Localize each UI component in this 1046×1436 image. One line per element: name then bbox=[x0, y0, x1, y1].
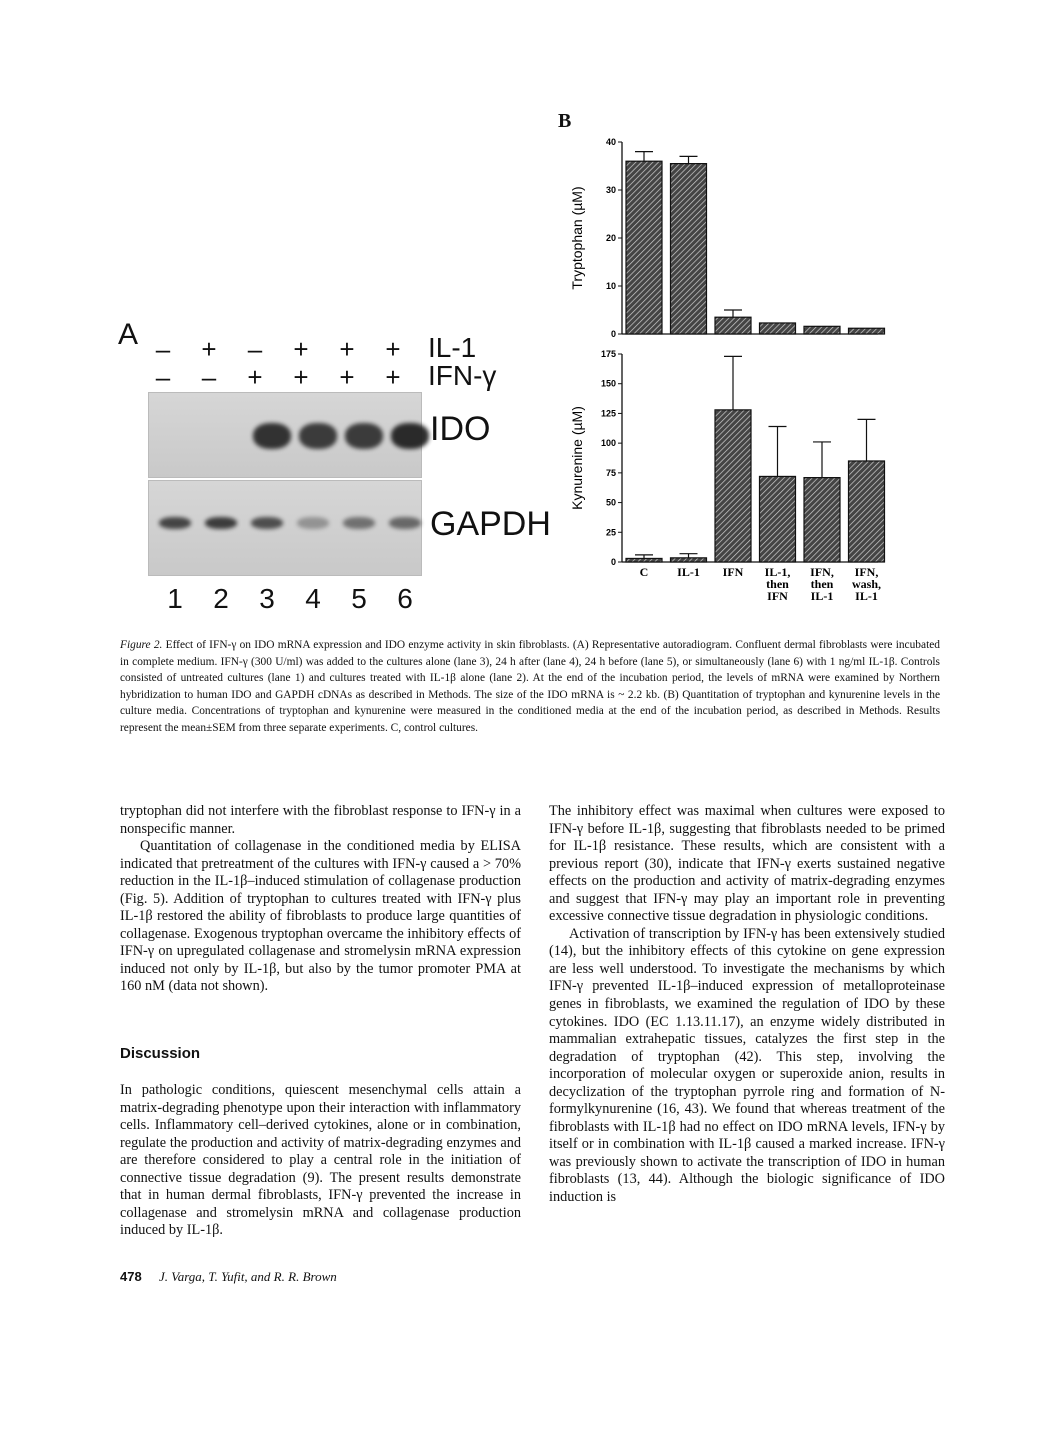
gapdh-band bbox=[343, 517, 375, 529]
left-column-discussion bbox=[120, 1082, 521, 1240]
x-category-label: IFN, bbox=[810, 565, 834, 579]
y-tick-label: 100 bbox=[600, 438, 616, 449]
bar bbox=[849, 328, 885, 334]
y-tick-label: 40 bbox=[605, 137, 616, 147]
x-category-label: IL-1 bbox=[855, 589, 878, 603]
left-column bbox=[120, 803, 521, 996]
il1-sign: + bbox=[293, 334, 309, 364]
left-paragraph-3: In pathologic conditions, quiescent mesenchymal cells attain a matrix-degrading phenotype upon their interaction with inflammatory cells. Inflammatory cell–derived cytokines, alone or in combination, regulate the production and activity of matrix-degrading enzymes and are therefore considered to play a central role in the initiation of connective tissue degradation (9). The present results demonstrate that in human dermal fibroblasts, IFN-γ prevented the increase in collagenase and stromelysin mRNA and collagenase production induced by IL-1β. bbox=[120, 1082, 521, 1239]
bar bbox=[760, 323, 796, 334]
bar bbox=[715, 410, 751, 562]
y-tick-label: 0 bbox=[610, 329, 616, 339]
il1-sign: – bbox=[247, 334, 263, 364]
ifn-sign: – bbox=[201, 362, 217, 392]
running-authors: J. Varga, T. Yufit, and R. R. Brown bbox=[158, 1269, 337, 1284]
lane-number: 6 bbox=[397, 583, 413, 614]
y-tick-label: 20 bbox=[605, 233, 616, 243]
ido-blot bbox=[148, 392, 422, 478]
gapdh-band bbox=[251, 517, 283, 529]
page-footer bbox=[120, 1269, 337, 1285]
il1-sign-row bbox=[140, 334, 416, 365]
y-tick-label: 175 bbox=[600, 349, 616, 359]
il1-sign: – bbox=[155, 334, 171, 364]
gapdh-band bbox=[297, 517, 329, 529]
ifn-sign: + bbox=[339, 362, 355, 392]
bar bbox=[626, 161, 662, 334]
gapdh-band bbox=[159, 517, 191, 529]
gapdh-band bbox=[389, 517, 421, 529]
bar bbox=[715, 317, 751, 334]
x-category-label: IL-1 bbox=[677, 565, 700, 579]
ifn-sign: + bbox=[247, 362, 263, 392]
bar bbox=[804, 326, 840, 334]
y-axis-label: Tryptophan (µM) bbox=[569, 186, 585, 290]
ifn-sign: + bbox=[293, 362, 309, 392]
right-column bbox=[549, 803, 945, 1207]
il1-sign: + bbox=[385, 334, 401, 364]
ido-band bbox=[345, 423, 383, 449]
lane-number: 3 bbox=[259, 583, 275, 614]
ifn-sign: + bbox=[385, 362, 401, 392]
page-number: 478 bbox=[120, 1269, 142, 1284]
lane-number: 4 bbox=[305, 583, 321, 614]
lane-numbers bbox=[152, 583, 428, 615]
y-tick-label: 150 bbox=[600, 378, 616, 389]
il1-label: IL-1 bbox=[428, 332, 477, 363]
x-category-label: then bbox=[810, 577, 834, 591]
bar bbox=[760, 476, 796, 562]
discussion-heading: Discussion bbox=[120, 1045, 201, 1062]
x-category-label: IL-1, bbox=[764, 565, 791, 579]
gapdh-label: GAPDH bbox=[430, 505, 551, 543]
gapdh-blot bbox=[148, 480, 422, 576]
bar bbox=[671, 558, 707, 562]
bar bbox=[849, 461, 885, 562]
caption-label: Figure 2. bbox=[120, 639, 163, 651]
left-paragraph-2: Quantitation of collagenase in the conditioned media by ELISA indicated that pretreatment of the cultures with IFN-γ caused a > 70% reduction in the IL-1β–induced stimulation of collagenase production (Fig. 5). Addition of tryptophan to cultures treated with IFN-γ plus IL-1β restored the ability of fibroblasts to produce large quantities of collagenase. Exogenous tryptophan overcame the inhibitory effects of IFN-γ on upregulated collagenase and stromelysin mRNA expression induced not only by IL-1β, but also by the tumor promoter PMA at 160 nM (data not shown). bbox=[120, 838, 521, 995]
y-tick-label: 10 bbox=[605, 281, 616, 291]
gapdh-band bbox=[205, 517, 237, 529]
y-tick-label: 0 bbox=[610, 557, 616, 567]
caption-text: Effect of IFN-γ on IDO mRNA expression and IDO enzyme activity in skin fibroblasts. (A) Representative autoradiogram. Confluent dermal fibroblasts were incubated in complete medium. IFN-γ (300 U/ml) was added to the cultures alone (lane 3), 24 h after (lane 4), 24 h before (lane 5), or simultaneously (lane 6) with 1 ng/ml IL-1β. Controls consisted of untreated cultures (lane 1) and cultures treated with IL-1β alone (lane 2). At the end of the incubation period, the levels of mRNA were examined by Northern hybridization to human IDO and GAPDH cDNAs as described in Methods. The size of the IDO mRNA is ~ 2.2 kb. (B) Quantitation of tryptophan and kynurenine levels in the culture media. Concentrations of tryptophan and kynurenine were measured in the conditioned media at the end of the incubation period, as described in Methods. Results represent the mean±SEM from three separate experiments. C, control cultures. bbox=[120, 639, 940, 734]
bar bbox=[804, 478, 840, 562]
ido-label: IDO bbox=[430, 410, 491, 448]
x-category-label: IFN bbox=[722, 565, 744, 579]
y-tick-label: 30 bbox=[605, 185, 616, 195]
x-category-label: wash, bbox=[851, 577, 882, 591]
lane-number: 2 bbox=[213, 583, 229, 614]
y-tick-label: 75 bbox=[605, 467, 616, 478]
figure-caption bbox=[120, 637, 940, 737]
ido-band bbox=[299, 423, 337, 449]
y-tick-label: 25 bbox=[605, 527, 616, 538]
ifn-label: IFN-γ bbox=[428, 360, 497, 391]
panel-a-letter: A bbox=[118, 318, 139, 351]
il1-sign: + bbox=[339, 334, 355, 364]
y-tick-label: 125 bbox=[600, 408, 616, 419]
x-category-label: then bbox=[766, 577, 789, 591]
left-paragraph-1: tryptophan did not interfere with the fibroblast response to IFN-γ in a nonspecific manner. bbox=[120, 803, 521, 837]
bar bbox=[626, 558, 662, 562]
y-tick-label: 50 bbox=[605, 497, 616, 508]
y-axis-label: Kynurenine (µM) bbox=[569, 406, 585, 510]
x-category-label: IFN, bbox=[854, 565, 879, 579]
right-paragraph-1: The inhibitory effect was maximal when cultures were exposed to IFN-γ before IL-1β, suggesting that fibroblasts needed to be primed for IL-1β resistance. These results, which are consistent with a previous report (30), indicate that IFN-γ exerts sustained negative effects on the production and activity of matrix-degrading enzymes and suggest that IFN-γ may play an important role in preventing excessive connective tissue degradation in physiologic conditions. bbox=[549, 803, 945, 925]
panel-b-charts bbox=[560, 130, 890, 620]
il1-sign: + bbox=[201, 334, 217, 364]
x-category-label: IFN bbox=[767, 589, 788, 603]
ifn-sign-row bbox=[140, 362, 416, 393]
lane-number: 5 bbox=[351, 583, 367, 614]
ifn-sign: – bbox=[155, 362, 171, 392]
right-paragraph-2: Activation of transcription by IFN-γ has been extensively studied (14), but the inhibitory effects of this cytokine on gene expression are less well understood. To investigate the mechanisms by which IFN-γ prevented IL-1β–induced expression of metalloproteinase genes in fibroblasts, we examined the regulation of IDO by these cytokines. IDO (EC 1.13.11.17), an enzyme widely distributed in mammalian extrahepatic tissues, catalyzes the first step in the degradation of tryptophan (42). This step, involving the incorporation of molecular oxygen or superoxide anion, results in decyclization of the tryptophan pyrrole ring and formation of N-formylkynurenine (16, 43). We found that whereas treatment of the fibroblasts with IL-1β had no effect on IDO mRNA levels, IFN-γ by itself or in combination with IL-1β caused a marked increase. IFN-γ was previously shown to activate the transcription of IDO in human fibroblasts (13, 44). Although the biologic significance of IDO induction is bbox=[549, 925, 945, 1206]
panel-b-letter: B bbox=[558, 110, 572, 132]
ido-band bbox=[253, 423, 291, 449]
x-category-label: C bbox=[639, 565, 649, 579]
x-category-label: IL-1 bbox=[810, 589, 834, 603]
ido-band bbox=[391, 423, 429, 449]
bar bbox=[671, 164, 707, 334]
lane-number: 1 bbox=[167, 583, 183, 614]
